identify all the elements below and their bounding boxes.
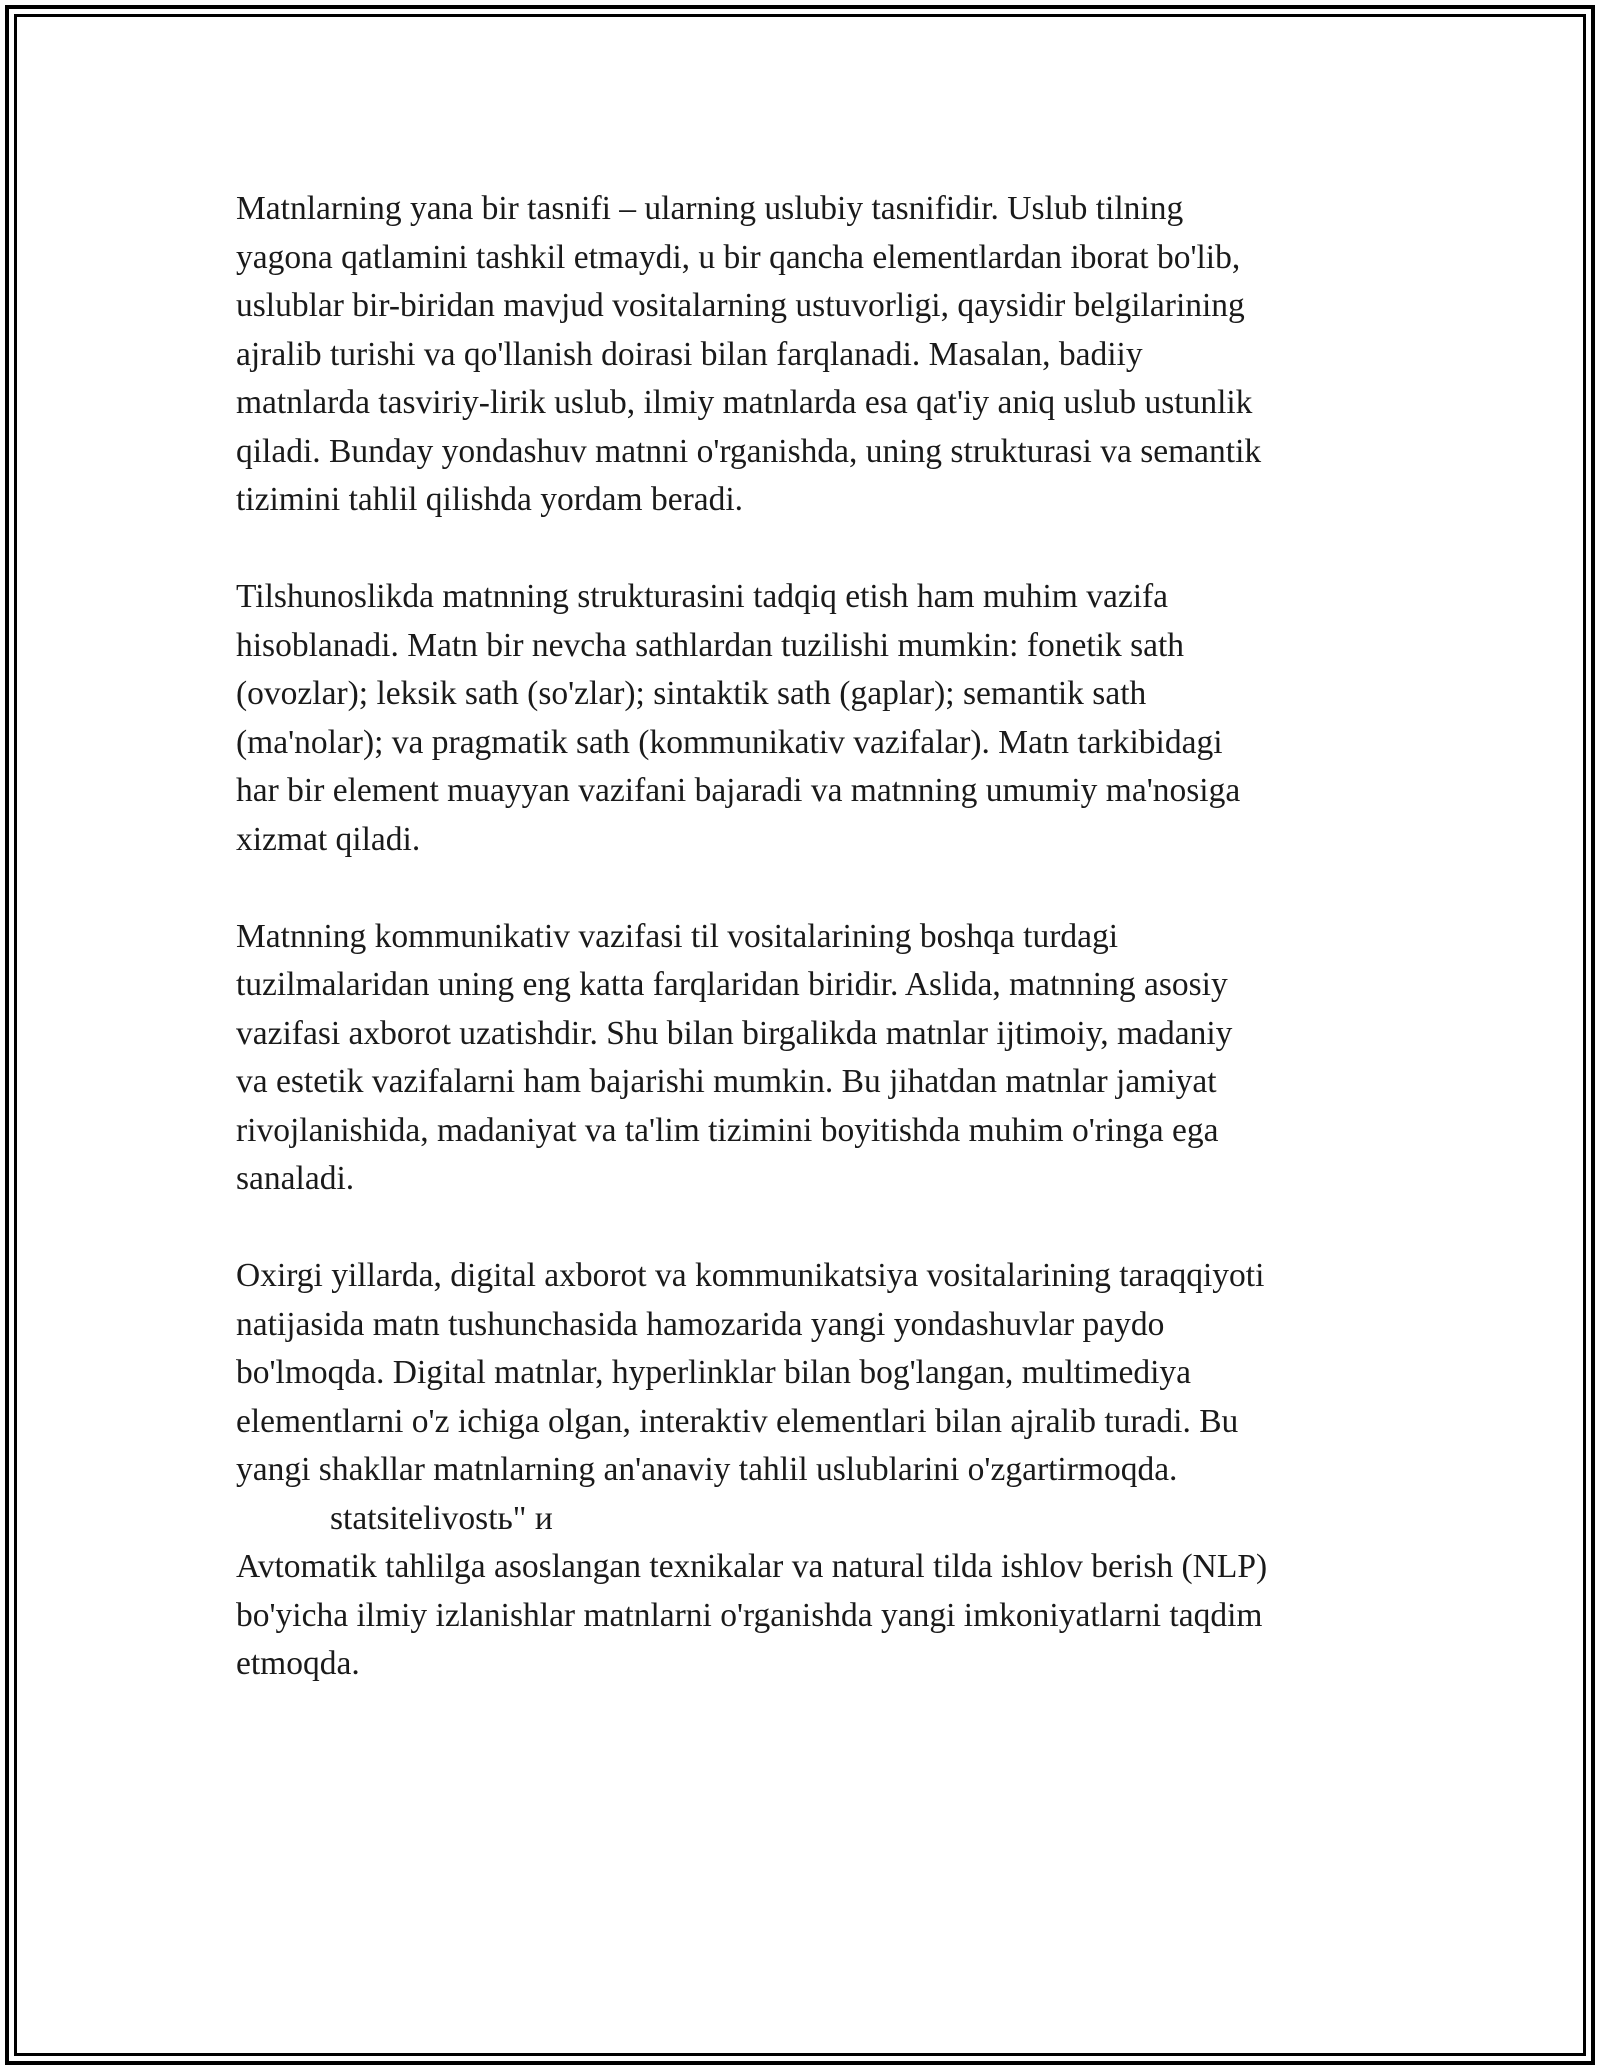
document-body [236, 185, 1406, 1737]
paragraph-3: Matnning kommunikativ vazifasi til vositalarining boshqa turdagi tuzilmalaridan uning eng katta farqlaridan biridir. Aslida, matnning asosiy vazifasi axborot uzatishdir. Shu bilan birgalikda matnlar ijtimoiy, madaniy va estetik vazifalarni ham bajarishi mumkin. Bu jihatdan matnlar jamiyat rivojlanishida, madaniyat va ta'lim tizimini boyitishda muhim o'ringa ega sanaladi. [236, 917, 1233, 1197]
paragraph-4: Oxirgi yillarda, digital axborot va kommunikatsiya vositalarining taraqqiyoti natijasida matn tushunchasida hamozarida yangi yondashuvlar paydo bo'lmoqda. Digital matnlar, hyperlinklar bilan bog'langan, multimediya elementlarni o'z ichiga olgan, interaktiv elementlari bilan ajralib turadi. Bu yangi shakllar matnlarning an'anaviy tahlil uslublarini o'zgartirmoqda. [236, 1257, 1265, 1488]
indented-line: statsitelivostь" и [330, 1499, 553, 1537]
paragraph-2: Tilshunoslikda matnning strukturasini tadqiq etish ham muhim vazifa hisoblanadi. Matn bir nevcha sathlardan tuzilishi mumkin: fonetik sath (ovozlar); leksik sath (so'zlar); sintaktik sath (gaplar); semantik sath (ma'nolar); va pragmatik sath (kommunikativ vazifalar). Matn tarkibidagi har bir element muayyan vazifani bajaradi va matnning umumiy ma'nosiga xizmat qiladi. [236, 578, 1241, 858]
paragraph-1: Matnlarning yana bir tasnifi – ularning uslubiy tasnifidir. Uslub tilning yagona qatlamini tashkil etmaydi, u bir qancha elementlardan iborat bo'lib, uslublar bir-biridan mavjud vositalarning ustuvorligi, qaysidir belgilarining ajralib turishi va qo'llanish doirasi bilan farqlanadi. Masalan, badiiy matnlarda tasviriy-lirik uslub, ilmiy matnlarda esa qat'iy aniq uslub ustunlik qiladi. Bunday yondashuv matnni o'rganishda, uning strukturasi va semantik tizimini tahlil qilishda yordam beradi. [236, 190, 1262, 518]
paragraph-5: Avtomatik tahlilga asoslangan texnikalar va natural tilda ishlov berish (NLP) bo'yicha ilmiy izlanishlar matnlarni o'rganishda yangi imkoniyatlarni taqdim etmoqda. [236, 1548, 1268, 1682]
